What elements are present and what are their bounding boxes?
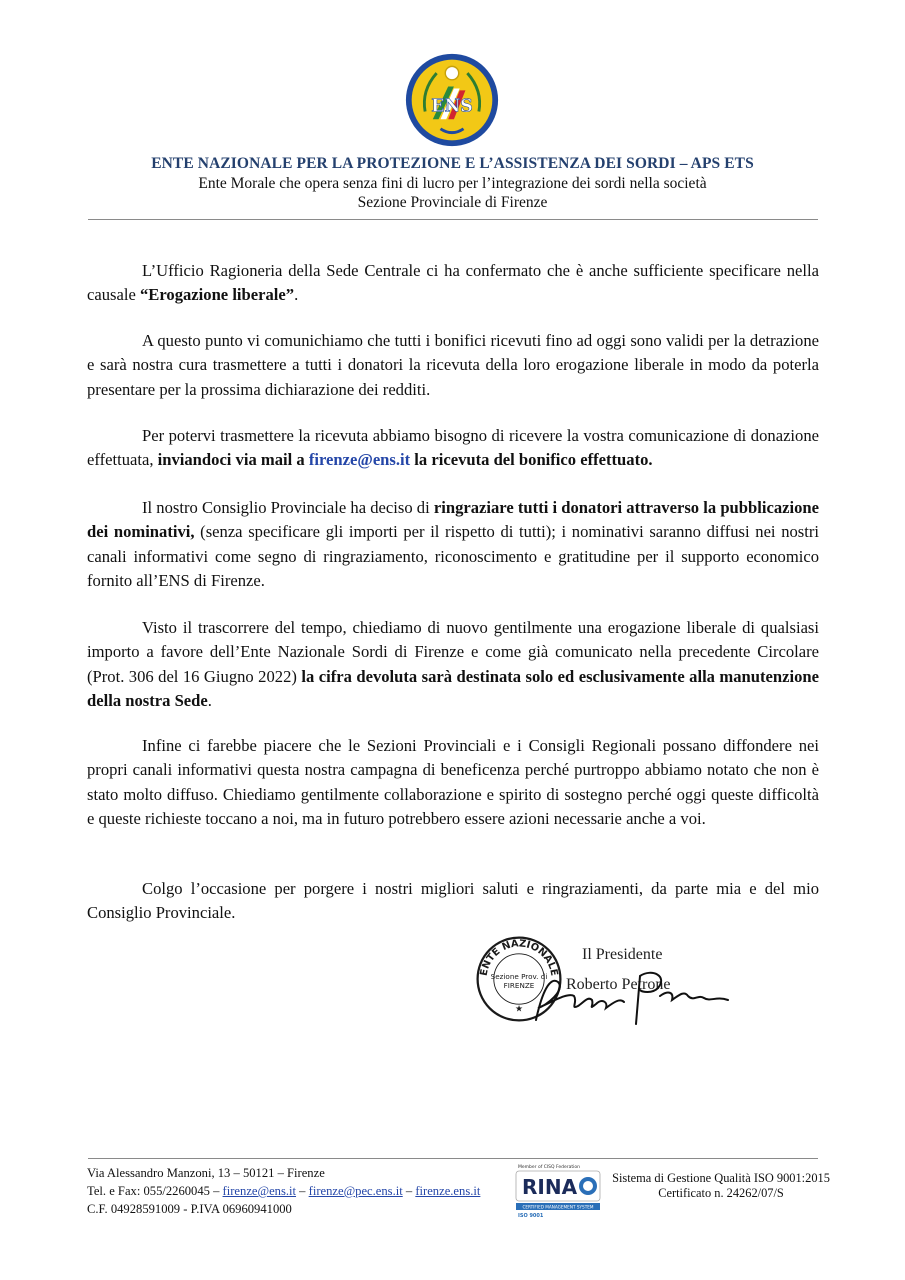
iso-certification-text: Sistema di Gestione Qualità ISO 9001:2015 Certificato n. 24262/07/S	[612, 1171, 830, 1200]
svg-text:FIRENZE: FIRENZE	[503, 981, 535, 990]
rina-certification-logo	[514, 1162, 604, 1218]
paragraph-2: A questo punto vi comunichiamo che tutti i bonifici ricevuti fino ad oggi sono validi per la detrazione e sarà nostra cura trasmettere a tutti i donatori la ricevuta della loro erogazione liberale in modo da poterla presentare per la prossima dichiarazione dei redditi.	[87, 331, 819, 399]
footer-email-link[interactable]: firenze@ens.it	[222, 1184, 297, 1198]
svg-text:CERTIFIED MANAGEMENT SYSTEM: CERTIFIED MANAGEMENT SYSTEM	[522, 1204, 594, 1210]
footer-fiscal: C.F. 04928591009 - P.IVA 06960941000	[87, 1202, 292, 1216]
footer-website-link[interactable]: firenze.ens.it	[415, 1184, 481, 1198]
paragraph-1: L’Ufficio Ragioneria della Sede Centrale ci ha confermato che è anche sufficiente specificare nella causale “Erogazione liberale”.	[87, 261, 819, 305]
svg-text:ENTE NAZIONALE: ENTE NAZIONALE	[478, 938, 560, 977]
paragraph-4: Il nostro Consiglio Provinciale ha deciso di ringraziare tutti i donatori attraverso la pubblicazione dei nominativi, (senza specificare gli importi per il rispetto di tutti); i nominativi saranno diffusi nei nostri canali informativi come segno di ringraziamento, riconoscimento e gratitudine per il supporto economico fornito all’ENS di Firenze.	[87, 498, 819, 591]
footer-pec-link[interactable]: firenze@pec.ens.it	[308, 1184, 403, 1198]
footer-tel-line: Tel. e Fax: 055/2260045 – firenze@ens.it – firenze@pec.ens.it – firenze.ens.it	[87, 1184, 481, 1198]
handwritten-signature	[528, 962, 738, 1030]
svg-text:★: ★	[514, 1004, 524, 1015]
header-divider	[88, 219, 818, 220]
svg-text:Member of CISQ Federation: Member of CISQ Federation	[518, 1165, 580, 1170]
paragraph-5: Visto il trascorrere del tempo, chiediamo di nuovo gentilmente una erogazione liberale di qualsiasi importo a favore dell’Ente Nazionale Sordi di Firenze e come già comunicato nella precedente Circolare (Prot. 306 del 16 Giugno 2022) la cifra devoluta sarà destinata solo ed esclusivamente alla manutenzione della nostra Sede.	[87, 618, 819, 711]
paragraph-6: Infine ci farebbe piacere che le Sezioni Provinciali e i Consigli Regionali possano diffondere nei propri canali informativi questa nostra campagna di beneficenza perché purtroppo abbiamo notato che non è stato molto diffuso. Chiediamo gentilmente collaborazione e spirito di sostegno perché oggi queste difficoltà e queste richieste toccano a noi, ma in futuro potrebbero essere azioni necessarie anche a voi.	[87, 736, 819, 829]
section-name: Sezione Provinciale di Firenze	[357, 194, 548, 211]
signatory-title: Il Presidente	[582, 946, 663, 963]
paragraph-3: Per potervi trasmettere la ricevuta abbiamo bisogno di ricevere la vostra comunicazione di donazione effettuata, inviandoci via mail a firenze@ens.it la ricevuta del bonifico effettuato.	[87, 426, 819, 470]
paragraph-7: Colgo l’occasione per porgere i nostri migliori saluti e ringraziamenti, da parte mia e del mio Consiglio Provinciale.	[87, 879, 819, 923]
ens-logo	[404, 52, 500, 148]
email-link[interactable]: firenze@ens.it	[308, 450, 411, 470]
organization-name: ENTE NAZIONALE PER LA PROTEZIONE E L’ASSISTENZA DEI SORDI – APS ETS	[151, 155, 754, 172]
footer-divider	[88, 1158, 818, 1159]
svg-text:Sezione Prov. di: Sezione Prov. di	[490, 972, 548, 981]
footer-address: Via Alessandro Manzoni, 13 – 50121 – Firenze	[87, 1166, 325, 1180]
logo-text: ENS	[431, 96, 473, 117]
signatory-name: Roberto Petrone	[566, 976, 671, 993]
footer-contacts	[87, 1164, 480, 1218]
svg-text:RINA: RINA	[522, 1175, 578, 1199]
organization-subtitle: Ente Morale che opera senza fini di lucro per l’integrazione dei sordi nella società	[198, 175, 707, 192]
svg-text:ISO 9001: ISO 9001	[518, 1213, 544, 1218]
